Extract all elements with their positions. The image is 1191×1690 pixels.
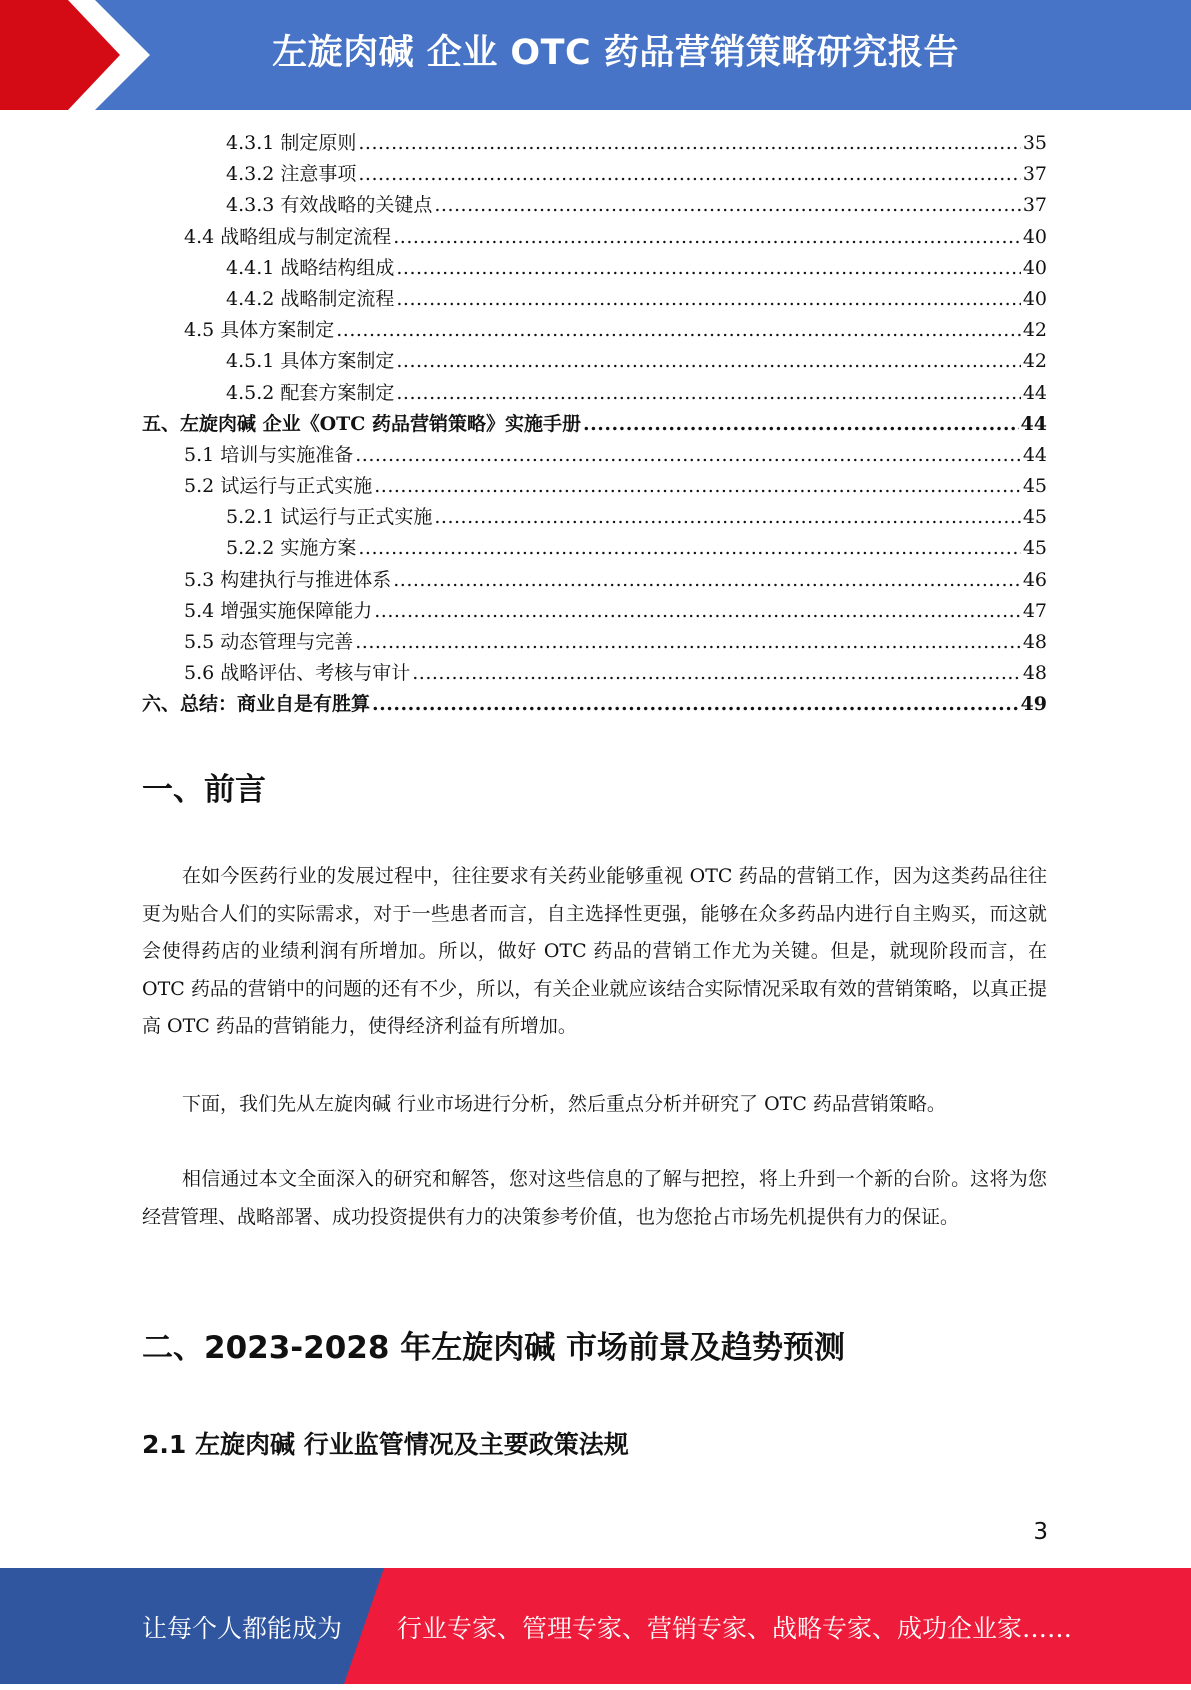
toc-entry-page: 44 (1020, 412, 1047, 435)
toc-entry[interactable] (142, 440, 1047, 471)
toc-entry-page: 44 (1022, 381, 1047, 404)
toc-entry[interactable] (142, 689, 1047, 720)
toc-dot-leader (393, 565, 1021, 596)
preface-paragraph-1: 在如今医药行业的发展过程中，往往要求有关药业能够重视 OTC 药品的营销工作，因为这类药品往往更为贴合人们的实际需求，对于一些患者而言，自主选择性更强，能够在众多药品内进行自主购买，而这就会使得药店的业绩利润有所增加。所以，做好 OTC 药品的营销工作尤为关键。但是，就现阶段而言，在 OTC 药品的营销中的问题的还有不少，所以，有关企业就应该结合实际情况采取有效的营销策略，以真正提高 OTC 药品的营销能力，使得经济利益有所增加。 (142, 865, 1047, 1037)
toc-entry[interactable] (142, 409, 1047, 440)
toc-entry-label: 4.3.3 有效战略的关键点 (226, 194, 433, 217)
preface-paragraph-3: 相信通过本文全面深入的研究和解答，您对这些信息的了解与把控，将上升到一个新的台阶。这将为您经营管理、战略部署、成功投资提供有力的决策参考价值，也为您抢占市场先机提供有力的保证。 (142, 1168, 1047, 1228)
toc-entry-page: 40 (1022, 287, 1047, 310)
toc-entry[interactable] (142, 565, 1047, 596)
toc-entry-label: 5.2 试运行与正式实施 (184, 475, 373, 498)
toc-entry[interactable] (142, 378, 1047, 409)
footer-slogan-left: 让每个人都能成为 (142, 1614, 343, 1643)
toc-entry-label: 4.5 具体方案制定 (184, 319, 335, 342)
toc-entry-label: 5.6 战略评估、考核与审计 (184, 662, 411, 685)
toc-dot-leader (355, 627, 1021, 658)
toc-entry-label: 5.2.1 试运行与正式实施 (226, 506, 433, 529)
toc-entry-page: 35 (1022, 132, 1047, 154)
toc-entry-page: 42 (1022, 319, 1047, 342)
toc-entry-page: 37 (1022, 163, 1047, 186)
toc-entry-page: 49 (1020, 693, 1047, 716)
toc-dot-leader (372, 689, 1019, 720)
toc-entry-label: 5.2.2 实施方案 (226, 537, 357, 560)
toc-entry[interactable] (142, 284, 1047, 315)
red-chevron-decoration (0, 0, 160, 110)
toc-entry-page: 48 (1022, 631, 1047, 653)
toc-dot-leader (412, 658, 1021, 689)
toc-entry-label: 4.4.2 战略制定流程 (226, 287, 395, 310)
toc-entry-page: 45 (1022, 475, 1047, 498)
preface-paragraph-2: 下面，我们先从左旋肉碱 行业市场进行分析，然后重点分析并研究了 OTC 药品营销策略。 (182, 1093, 946, 1115)
toc-entry-label: 5.3 构建执行与推进体系 (184, 568, 392, 591)
toc-entry-page: 45 (1022, 537, 1047, 560)
toc-dot-leader (358, 533, 1020, 564)
toc-dot-leader (396, 284, 1020, 315)
toc-entry[interactable] (142, 533, 1047, 564)
toc-entry[interactable] (142, 222, 1047, 253)
toc-entry-page: 37 (1022, 194, 1047, 217)
toc-entry[interactable] (142, 627, 1047, 658)
toc-entry[interactable] (142, 346, 1047, 377)
page-header (0, 0, 1191, 110)
toc-dot-leader (355, 440, 1021, 471)
toc-dot-leader (358, 159, 1020, 190)
toc-entry-page: 48 (1022, 662, 1047, 685)
toc-entry-label: 六、总结：商业自是有胜算 (142, 693, 371, 716)
toc-entry[interactable] (142, 128, 1047, 159)
toc-entry[interactable] (142, 471, 1047, 502)
toc-dot-leader (434, 190, 1020, 221)
toc-entry-label: 4.4.1 战略结构组成 (226, 256, 395, 279)
footer-slogan-right: 行业专家、管理专家、营销专家、战略专家、成功企业家…… (397, 1614, 1073, 1643)
section-heading-market-outlook: 二、2023-2028 年左旋肉碱 市场前景及趋势预测 (142, 1330, 846, 1366)
document-title: 左旋肉碱 企业 OTC 药品营销策略研究报告 (272, 33, 959, 73)
toc-entry-page: 45 (1022, 506, 1047, 529)
page-number: 3 (1033, 1519, 1048, 1545)
subsection-heading-regulation: 2.1 左旋肉碱 行业监管情况及主要政策法规 (142, 1430, 629, 1459)
toc-entry[interactable] (142, 502, 1047, 533)
toc-dot-leader (336, 315, 1021, 346)
toc-entry-page: 40 (1022, 225, 1047, 248)
toc-dot-leader (583, 409, 1019, 440)
toc-dot-leader (396, 346, 1020, 377)
toc-entry-label: 5.4 增强实施保障能力 (184, 599, 373, 622)
toc-entry-page: 46 (1022, 568, 1047, 591)
toc-entry-label: 4.5.1 具体方案制定 (226, 350, 395, 373)
toc-entry[interactable] (142, 596, 1047, 627)
toc-entry-page: 42 (1022, 350, 1047, 373)
toc-entry[interactable] (142, 190, 1047, 221)
toc-entry[interactable] (142, 159, 1047, 190)
toc-entry[interactable] (142, 315, 1047, 346)
toc-entry-label: 4.4 战略组成与制定流程 (184, 225, 392, 248)
toc-entry-label: 4.5.2 配套方案制定 (226, 381, 395, 404)
section-heading-preface: 一、前言 (142, 772, 266, 808)
toc-entry-page: 47 (1022, 599, 1047, 622)
toc-entry-label: 5.5 动态管理与完善 (184, 631, 354, 653)
toc-entry[interactable] (142, 658, 1047, 689)
page-footer (0, 1568, 1191, 1684)
toc-dot-leader (434, 502, 1020, 533)
toc-entry-label: 4.3.2 注意事项 (226, 163, 357, 186)
toc-entry-page: 40 (1022, 256, 1047, 279)
toc-dot-leader (374, 596, 1021, 627)
toc-dot-leader (396, 253, 1020, 284)
toc-entry-page: 44 (1022, 443, 1047, 466)
table-of-contents (142, 128, 1047, 721)
toc-entry-label: 五、左旋肉碱 企业《OTC 药品营销策略》实施手册 (142, 412, 582, 435)
toc-entry[interactable] (142, 253, 1047, 284)
toc-entry-label: 4.3.1 制定原则 (226, 132, 357, 154)
toc-dot-leader (358, 128, 1020, 159)
toc-dot-leader (396, 378, 1020, 409)
toc-entry-label: 5.1 培训与实施准备 (184, 443, 354, 466)
toc-dot-leader (374, 471, 1021, 502)
toc-dot-leader (393, 222, 1021, 253)
